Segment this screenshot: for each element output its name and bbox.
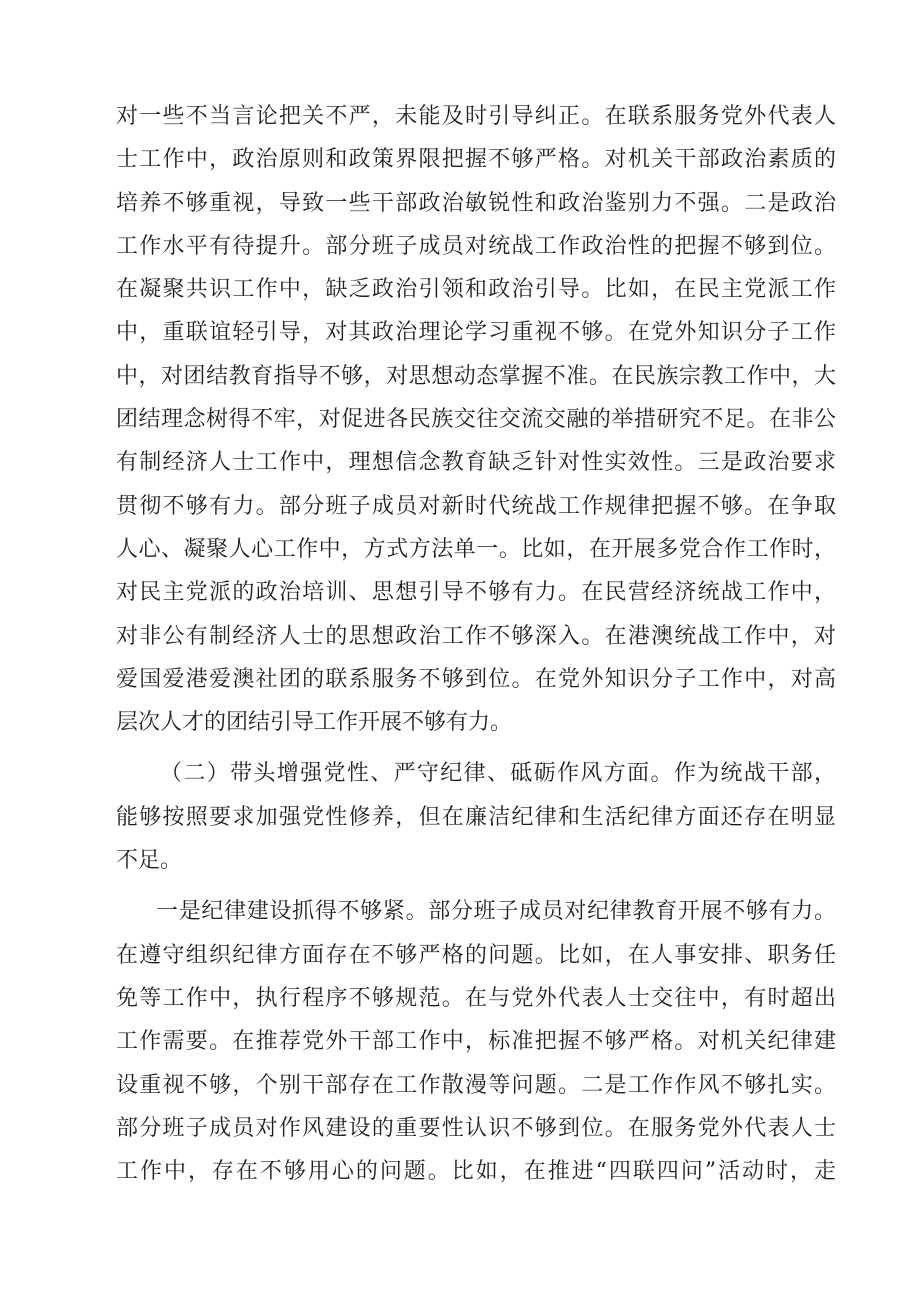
text-line: 能够按照要求加强党性修养，但在廉洁纪律和生活纪律方面还存在明显 <box>116 804 836 830</box>
text-line: 爱国爱港爱澳社团的联系服务不够到位。在党外知识分子工作中，对高 <box>116 666 836 692</box>
text-line: 一是纪律建设抓得不够紧。部分班子成员对纪律教育开展不够有力。 <box>156 899 836 925</box>
text-line: 对非公有制经济人士的思想政治工作不够深入。在港澳统战工作中，对 <box>116 623 836 649</box>
text-line: 层次人才的团结引导工作开展不够有力。 <box>116 710 513 736</box>
text-line: 培养不够重视，导致一些干部政治敏锐性和政治鉴别力不强。二是政治 <box>116 190 836 216</box>
text-line: 工作中，存在不够用心的问题。比如，在推进“四联四问”活动时，走 <box>116 1159 836 1185</box>
text-line: （二）带头增强党性、严守纪律、砥砺作风方面。作为统战干部， <box>160 761 836 787</box>
text-line: 在遵守组织纪律方面存在不够严格的问题。比如，在人事安排、职务任 <box>116 942 836 968</box>
paragraph-3 <box>116 890 836 1193</box>
text-line: 人心、凝聚人心工作中，方式方法单一。比如，在开展多党合作工作时， <box>116 536 836 562</box>
paragraph-spacer <box>116 882 836 890</box>
document-body <box>116 95 836 1193</box>
text-line: 工作需要。在推荐党外干部工作中，标准把握不够严格。对机关纪律建 <box>116 1029 836 1055</box>
text-line: 中，重联谊轻引导，对其政治理论学习重视不够。在党外知识分子工作 <box>116 320 836 346</box>
paragraph-1 <box>116 95 836 744</box>
text-line: 士工作中，政治原则和政策界限把握不够严格。对机关干部政治素质的 <box>116 147 836 173</box>
text-line: 在凝聚共识工作中，缺乏政治引领和政治引导。比如，在民主党派工作 <box>116 277 836 303</box>
text-line: 团结理念树得不牢，对促进各民族交往交流交融的举措研究不足。在非公 <box>116 407 836 433</box>
text-line: 设重视不够，个别干部存在工作散漫等问题。二是工作作风不够扎实。 <box>116 1072 836 1098</box>
text-line: 对民主党派的政治培训、思想引导不够有力。在民营经济统战工作中， <box>116 580 836 606</box>
text-line: 对一些不当言论把关不严，未能及时引导纠正。在联系服务党外代表人 <box>116 104 836 129</box>
paragraph-2 <box>116 752 836 882</box>
text-line: 不足。 <box>116 848 183 874</box>
text-line: 免等工作中，执行程序不够规范。在与党外代表人士交往中，有时超出 <box>116 985 836 1011</box>
text-line: 有制经济人士工作中，理想信念教育缺乏针对性实效性。三是政治要求 <box>116 450 836 476</box>
paragraph-spacer <box>116 744 836 752</box>
text-line: 部分班子成员对作风建设的重要性认识不够到位。在服务党外代表人士 <box>116 1115 836 1141</box>
text-line: 贯彻不够有力。部分班子成员对新时代统战工作规律把握不够。在争取 <box>116 493 836 519</box>
text-line: 中，对团结教育指导不够，对思想动态掌握不准。在民族宗教工作中，大 <box>116 363 836 389</box>
text-line: 工作水平有待提升。部分班子成员对统战工作政治性的把握不够到位。 <box>116 233 836 259</box>
